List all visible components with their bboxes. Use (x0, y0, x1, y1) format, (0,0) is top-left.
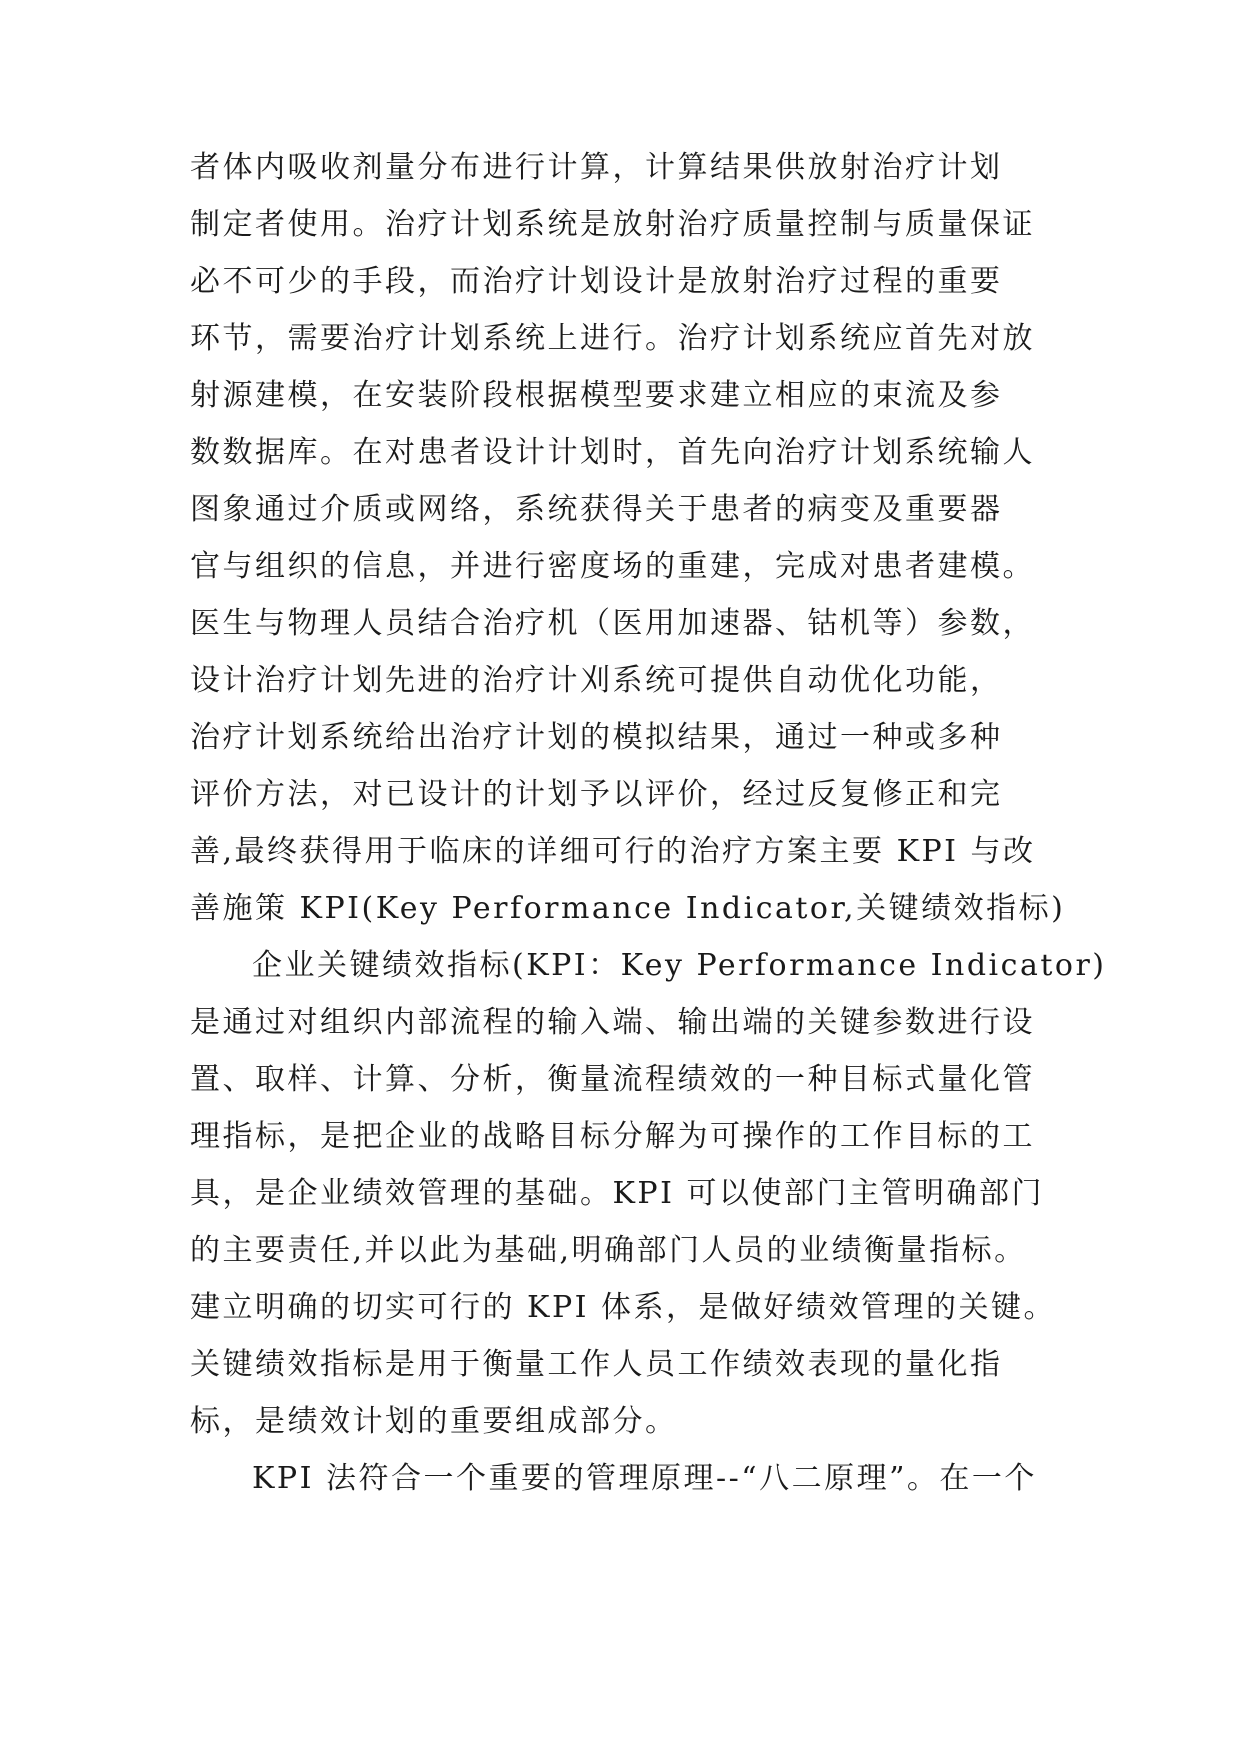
paragraph-first-line: KPI 法符合一个重要的管理原理--“八二原理”。在一个 (252, 1461, 1037, 1496)
paragraph-first-line: 企业关键绩效指标(KPI：Key Performance Indicator) (252, 948, 1107, 983)
text-line: 建立明确的切实可行的 KPI 体系，是做好绩效管理的关键。 (190, 1290, 1057, 1325)
text-line: 官与组织的信息，并进行密度场的重建，完成对患者建模。 (190, 549, 1035, 584)
text-line: 治疗计划系统给出治疗计划的模拟结果，通过一种或多种 (190, 720, 1003, 755)
text-line: 的主要责任,并以此为基础,明确部门人员的业绩衡量指标。 (190, 1233, 1027, 1268)
text-line: 关键绩效指标是用于衡量工作人员工作绩效表现的量化指 (190, 1347, 1003, 1382)
text-line: 者体内吸收剂量分布进行计算，计算结果供放射治疗计划 (190, 150, 1003, 185)
text-line: 置、取样、计算、分析，衡量流程绩效的一种目标式量化管 (190, 1062, 1035, 1097)
text-line: 评价方法，对已设计的计划予以评价，经过反复修正和完 (190, 777, 1003, 812)
text-line: 具，是企业绩效管理的基础。KPI 可以使部门主管明确部门 (190, 1176, 1044, 1211)
text-line: 图象通过介质或网络，系统获得关于患者的病变及重要器 (190, 492, 1003, 527)
text-line: 制定者使用。治疗计划系统是放射治疗质量控制与质量保证 (190, 207, 1035, 242)
text-line: 射源建模，在安装阶段根据模型要求建立相应的束流及参 (190, 378, 1003, 413)
text-line: 是通过对组织内部流程的输入端、输出端的关键参数进行设 (190, 1005, 1035, 1040)
text-line: 设计治疗计划先进的治疗计刈系统可提供自动优化功能， (190, 663, 1003, 698)
text-line: 数数据库。在对患者设计计划时，首先向治疗计划系统输人 (190, 435, 1035, 470)
text-line: 必不可少的手段，而治疗计划设计是放射治疗过程的重要 (190, 264, 1003, 299)
text-line: 善施策 KPI(Key Performance Indicator,关键绩效指标) (190, 891, 1066, 926)
text-line: 理指标，是把企业的战略目标分解为可操作的工作目标的工 (190, 1119, 1035, 1154)
text-line: 标，是绩效计划的重要组成部分。 (190, 1404, 678, 1439)
text-line: 环节，需要治疗计划系统上进行。治疗计划系统应首先对放 (190, 321, 1035, 356)
text-line: 医生与物理人员结合治疗机（医用加速器、钴机等）参数， (190, 606, 1035, 641)
text-line: 善,最终获得用于临床的详细可行的治疗方案主要 KPI 与改 (190, 834, 1036, 869)
